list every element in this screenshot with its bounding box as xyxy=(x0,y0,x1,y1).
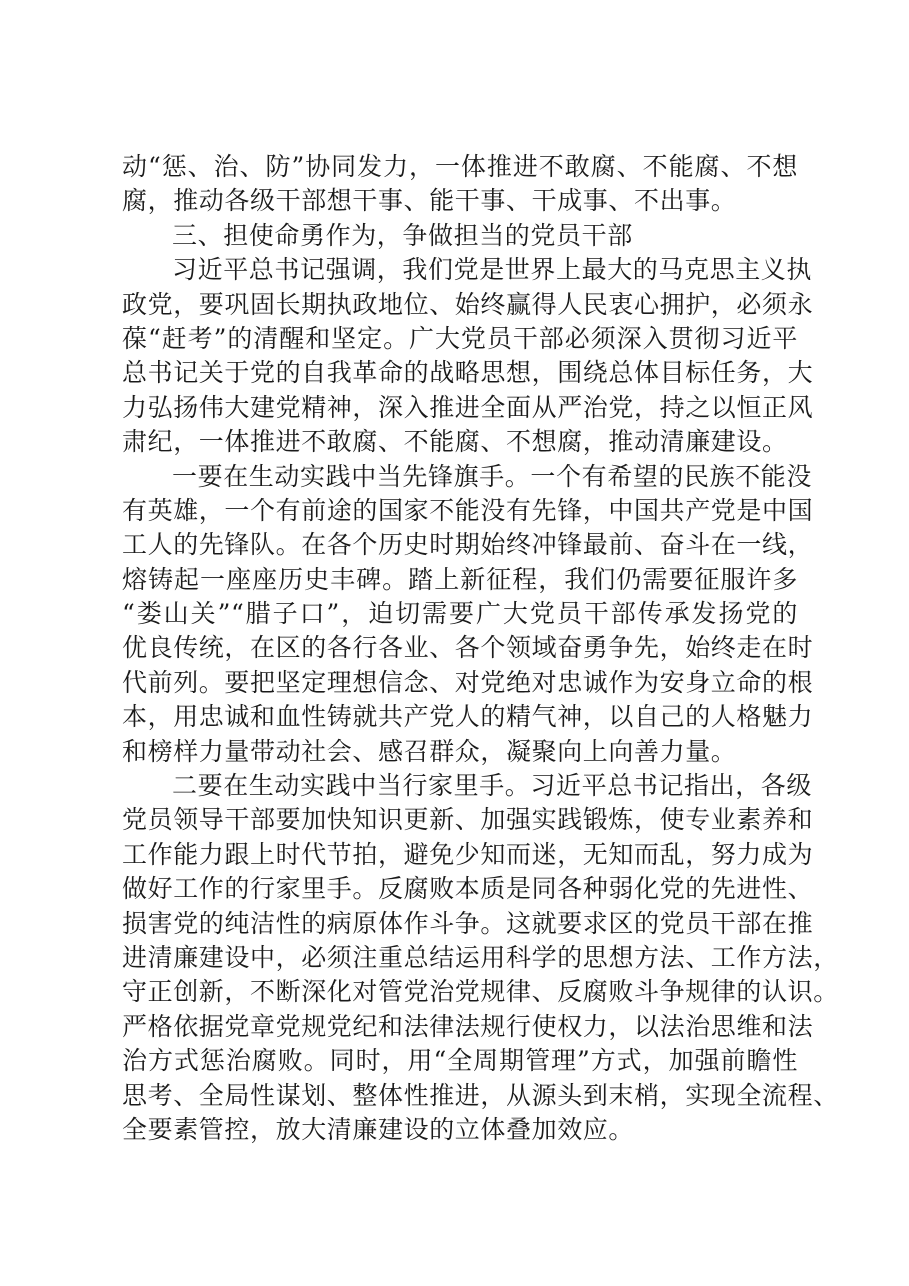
text-line: 本，用忠诚和血性铸就共产党人的精气神，以自己的人格魅力 xyxy=(122,702,814,732)
text-line: 做好工作的行家里手。反腐败本质是同各种弱化党的先进性、 xyxy=(122,874,814,904)
paragraph-continuation xyxy=(122,150,798,219)
text-line: 二要在生动实践中当行家里手。习近平总书记指出，各级 xyxy=(172,771,813,801)
document-page xyxy=(122,150,839,1147)
text-line: 政党，要巩固长期执政地位、始终赢得人民衷心拥护，必须永 xyxy=(122,289,814,319)
text-line: 动“惩、治、防”协同发力，一体推进不敢腐、不能腐、不想 xyxy=(122,152,798,181)
text-line: 党员领导干部要加快知识更新、加强实践锻炼，使专业素养和 xyxy=(122,805,814,835)
text-line: 葆“赶考”的清醒和坚定。广大党员干部必须深入贯彻习近平 xyxy=(122,323,798,353)
text-line: 和榜样力量带动社会、感召群众，凝聚向上向善力量。 xyxy=(122,736,737,766)
text-line: 全要素管控，放大清廉建设的立体叠加效应。 xyxy=(122,1114,635,1144)
text-line: 进清廉建设中，必须注重总结运用科学的思想方法、工作方法， xyxy=(122,942,839,972)
paragraph xyxy=(122,253,814,459)
paragraph xyxy=(122,769,839,1147)
section-heading-text: 三、担使命勇作为，争做担当的党员干部 xyxy=(172,220,633,250)
text-line: 工作能力跟上时代节拍，避免少知而迷，无知而乱，努力成为 xyxy=(122,839,814,869)
section-heading xyxy=(122,219,798,253)
text-line: 严格依据党章党规党纪和法律法规行使权力，以法治思维和法 xyxy=(122,1011,814,1041)
text-line: 代前列。要把坚定理想信念、对党绝对忠诚作为安身立命的根 xyxy=(122,667,814,697)
text-line: 优良传统，在区的各行各业、各个领域奋勇争先，始终走在时 xyxy=(122,633,814,663)
text-line: 守正创新，不断深化对管党治党规律、反腐败斗争规律的认识。 xyxy=(122,977,839,1007)
text-line: 治方式惩治腐败。同时，用“全周期管理”方式，加强前瞻性 xyxy=(122,1046,798,1076)
paragraph xyxy=(122,460,814,770)
text-line: 习近平总书记强调，我们党是世界上最大的马克思主义执 xyxy=(172,255,813,285)
text-line: 思考、全局性谋划、整体性推进，从源头到末梢，实现全流程、 xyxy=(122,1080,839,1110)
text-line: 熔铸起一座座历史丰碑。踏上新征程，我们仍需要征服许多 xyxy=(122,564,798,594)
text-line: 工人的先锋队。在各个历史时期始终冲锋最前、奋斗在一线， xyxy=(122,530,814,560)
text-line: “娄山关”“腊子口”，迫切需要广大党员干部传承发扬党的 xyxy=(122,599,798,629)
text-line: 有英雄，一个有前途的国家不能没有先锋，中国共产党是中国 xyxy=(122,495,814,525)
text-line: 一要在生动实践中当先锋旗手。一个有希望的民族不能没 xyxy=(172,461,813,491)
text-line: 腐，推动各级干部想干事、能干事、干成事、不出事。 xyxy=(122,186,737,216)
text-line: 损害党的纯洁性的病原体作斗争。这就要求区的党员干部在推 xyxy=(122,908,814,938)
text-line: 肃纪，一体推进不敢腐、不能腐、不想腐，推动清廉建设。 xyxy=(122,427,788,457)
text-line: 力弘扬伟大建党精神，深入推进全面从严治党，持之以恒正风 xyxy=(122,392,814,422)
text-line: 总书记关于党的自我革命的战略思想，围绕总体目标任务，大 xyxy=(122,358,814,388)
